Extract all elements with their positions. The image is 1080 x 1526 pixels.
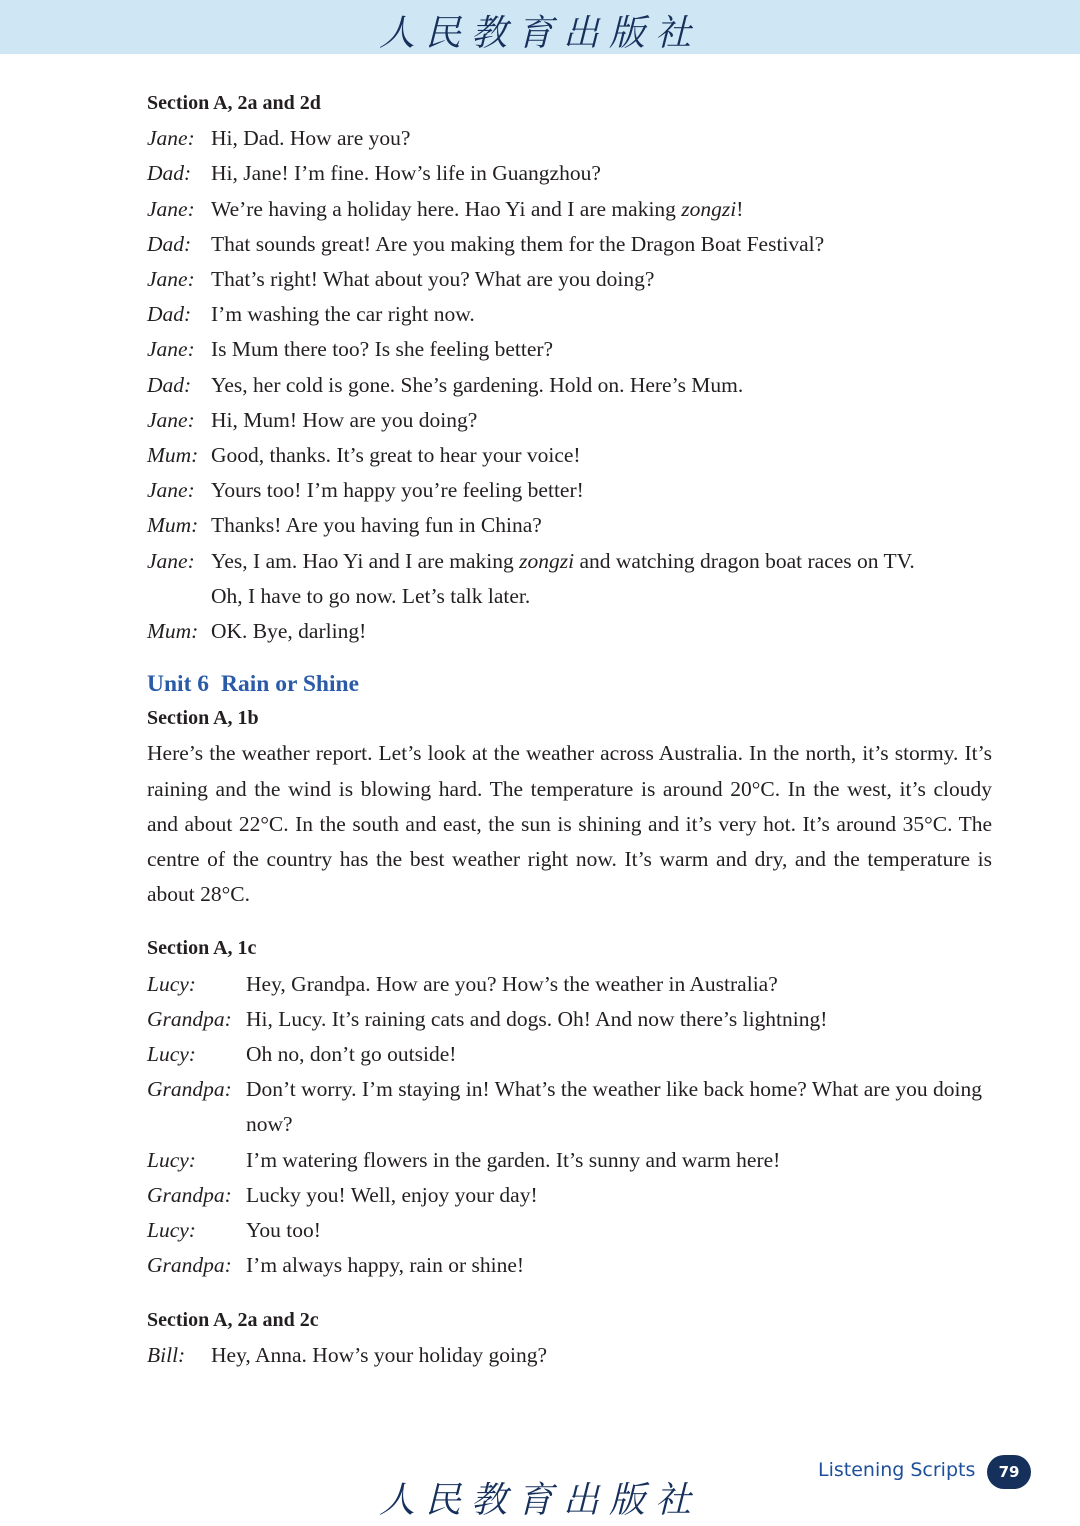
speaker: Jane:	[147, 126, 195, 151]
italic-term: zongzi	[681, 196, 737, 221]
dialogue-a-2a-2d	[147, 121, 992, 649]
utterance: That sounds great! Are you making them for the Dragon Boat Festival?	[211, 231, 825, 256]
dialogue-line	[147, 1178, 992, 1213]
utterance: Yours too! I’m happy you’re feeling better!	[211, 478, 584, 503]
utterance: Is Mum there too? Is she feeling better?	[211, 337, 554, 362]
speaker: Dad:	[147, 231, 192, 256]
utterance: Thanks! Are you having fun in China?	[211, 513, 542, 538]
speaker: Mum:	[147, 513, 199, 538]
dialogue-line	[147, 1072, 992, 1142]
speaker: Mum:	[147, 619, 199, 644]
speaker: Jane:	[147, 478, 195, 503]
page-number-badge: 79	[987, 1455, 1031, 1489]
dialogue-line	[147, 473, 992, 508]
speaker: Jane:	[147, 337, 195, 362]
speaker: Bill:	[147, 1342, 186, 1367]
utterance: OK. Bye, darling!	[211, 619, 367, 644]
utterance: Oh, I have to go now. Let’s talk later.	[211, 583, 531, 608]
dialogue-line	[147, 368, 992, 403]
utterance: That’s right! What about you? What are you doing?	[211, 267, 655, 292]
utterance: Lucky you! Well, enjoy your day!	[246, 1182, 538, 1207]
section-heading-a-2a-2d: Section A, 2a and 2d	[147, 92, 321, 114]
dialogue-line	[147, 403, 992, 438]
dialogue-line	[147, 967, 992, 1002]
dialogue-line	[147, 579, 992, 614]
unit-title	[147, 667, 992, 701]
dialogue-line	[147, 227, 992, 262]
utterance: Hey, Anna. How’s your holiday going?	[211, 1342, 547, 1367]
speaker: Lucy:	[147, 1218, 196, 1243]
dialogue-line	[147, 1248, 992, 1283]
dialogue-line	[147, 1002, 992, 1037]
dialogue-line	[147, 1037, 992, 1072]
utterance: Hi, Mum! How are you doing?	[211, 407, 478, 432]
utterance: I’m always happy, rain or shine!	[246, 1253, 525, 1278]
section-heading-a-2a-2c: Section A, 2a and 2c	[147, 1308, 319, 1331]
weather-report-paragraph: Here’s the weather report. Let’s look at the weather across Australia. In the north, it’s stormy. It’s raining and the wind is blowing hard. The temperature is around 20°C. In the west, it’s cloudy and about 22°C. In the south and east, the sun is shining and it’s very hot. It’s around 35°C. The centre of the country has the best weather right now. It’s warm and dry, and the temperature is about 28°C.	[147, 741, 992, 907]
section-heading-a-1c: Section A, 1c	[147, 937, 257, 960]
speaker: Dad:	[147, 302, 192, 327]
dialogue-a-2a-2c	[147, 1338, 992, 1373]
speaker: Mum:	[147, 443, 199, 468]
dialogue-line	[147, 297, 992, 332]
dialogue-line	[147, 1213, 992, 1248]
publisher-logo-top: 人民教育出版社	[378, 13, 701, 54]
utterance: You too!	[246, 1218, 321, 1243]
speaker: Grandpa:	[147, 1077, 232, 1102]
utterance: I’m washing the car right now.	[211, 302, 475, 327]
dialogue-line	[147, 156, 992, 191]
speaker: Dad:	[147, 372, 192, 397]
dialogue-line	[147, 262, 992, 297]
utterance: I’m watering flowers in the garden. It’s sunny and warm here!	[246, 1147, 781, 1172]
publisher-logo-bottom: 人民教育出版社	[378, 1480, 701, 1521]
page-content	[147, 86, 992, 1373]
dialogue-line	[147, 192, 992, 227]
dialogue-line	[147, 508, 992, 543]
speaker: Grandpa:	[147, 1182, 232, 1207]
speaker: Dad:	[147, 161, 192, 186]
utterance: Hi, Dad. How are you?	[211, 126, 411, 151]
utterance: Good, thanks. It’s great to hear your voice!	[211, 443, 581, 468]
section-heading-a-1b: Section A, 1b	[147, 707, 259, 730]
utterance: Oh no, don’t go outside!	[246, 1042, 457, 1067]
dialogue-line	[147, 1338, 992, 1373]
unit-name: Rain or Shine	[221, 671, 360, 698]
speaker: Lucy:	[147, 971, 196, 996]
footer-section-label: Listening Scripts	[818, 1459, 976, 1481]
utterance: Yes, her cold is gone. She’s gardening. Hold on. Here’s Mum.	[211, 372, 744, 397]
dialogue-line	[147, 121, 992, 156]
speaker: Jane:	[147, 267, 195, 292]
dialogue-line	[147, 544, 992, 579]
utterance: We’re having a holiday here. Hao Yi and I are making zongzi!	[211, 196, 744, 221]
dialogue-line	[147, 332, 992, 367]
speaker: Grandpa:	[147, 1006, 232, 1031]
speaker: Jane:	[147, 407, 195, 432]
unit-number: Unit 6	[147, 671, 210, 698]
utterance: Hi, Lucy. It’s raining cats and dogs. Oh! And now there’s lightning!	[246, 1006, 828, 1031]
speaker	[147, 579, 211, 614]
dialogue-a-1c	[147, 967, 992, 1284]
utterance: Don’t worry. I’m staying in! What’s the weather like back home? What are you doing now?	[246, 1077, 982, 1137]
dialogue-line	[147, 1143, 992, 1178]
speaker: Grandpa:	[147, 1253, 232, 1278]
speaker: Lucy:	[147, 1147, 196, 1172]
speaker: Jane:	[147, 196, 195, 221]
italic-term: zongzi	[519, 548, 575, 573]
utterance: Hi, Jane! I’m fine. How’s life in Guangzhou?	[211, 161, 601, 186]
dialogue-line	[147, 438, 992, 473]
speaker: Jane:	[147, 548, 195, 573]
dialogue-line	[147, 614, 992, 649]
speaker: Lucy:	[147, 1042, 196, 1067]
utterance: Yes, I am. Hao Yi and I are making zongzi and watching dragon boat races on TV.	[211, 548, 915, 573]
utterance: Hey, Grandpa. How are you? How’s the weather in Australia?	[246, 971, 778, 996]
